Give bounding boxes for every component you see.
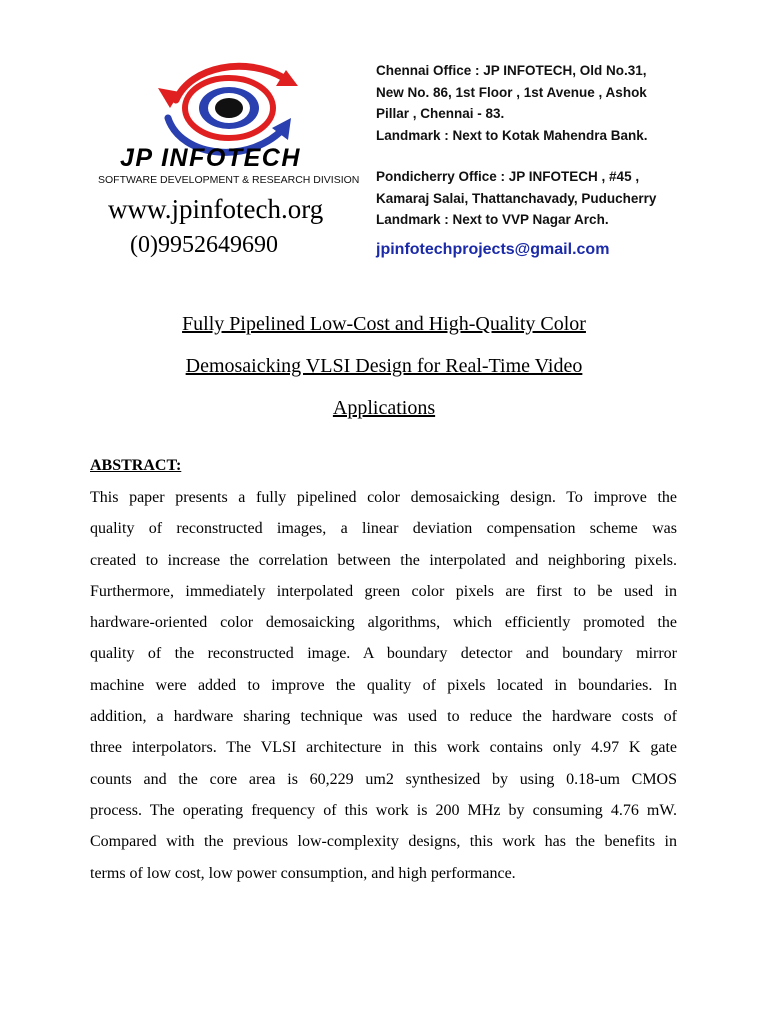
abstract-line: three interpolators. The VLSI architecture in this work contains only 4.97 K gate — [90, 739, 677, 757]
abstract-line: created to increase the correlation between the interpolated and neighboring pixels. — [90, 551, 677, 569]
chennai-office-address — [376, 60, 648, 146]
division-tagline: SOFTWARE DEVELOPMENT & RESEARCH DIVISION — [98, 174, 360, 186]
abstract-line: This paper presents a fully pipelined color demosaicking design. To improve the — [90, 489, 677, 506]
abstract-line: terms of low cost, low power consumption, and high performance. — [90, 864, 516, 882]
email-address: jpinfotechprojects@gmail.com — [376, 241, 610, 258]
abstract-heading: ABSTRACT: — [90, 457, 182, 474]
header-banner — [88, 48, 682, 276]
title-line: Applications — [332, 397, 436, 419]
address-line: Pillar , Chennai - 83. — [376, 106, 505, 121]
address-line: New No. 86, 1st Floor , 1st Avenue , Ashok — [376, 84, 647, 100]
abstract-line: quality of reconstructed images, a linear deviation compensation scheme was — [90, 520, 677, 538]
abstract-line: process. The operating frequency of this work is 200 MHz by consuming 4.76 mW. — [90, 801, 677, 819]
website-text: www.jpinfotech.org — [108, 194, 324, 224]
address-line: Landmark : Next to Kotak Mahendra Bank. — [376, 127, 648, 143]
abstract-line: machine were added to improve the quality of pixels located in boundaries. In — [90, 676, 677, 694]
abstract-line: counts and the core area is 60,229 um2 synthesized by using 0.18-um CMOS — [90, 770, 677, 788]
paper-title — [100, 303, 668, 429]
pondicherry-office-address — [376, 166, 656, 231]
abstract-line: Furthermore, immediately interpolated green color pixels are first to be used in — [90, 582, 677, 600]
abstract-line: addition, a hardware sharing technique was used to reduce the hardware costs of — [90, 708, 677, 726]
company-name: JP INFOTECH — [120, 144, 301, 172]
address-line: Pondicherry Office : JP INFOTECH , #45 , — [376, 169, 640, 184]
phone-number: (0)9952649690 — [130, 232, 278, 258]
abstract-line: quality of the reconstructed image. A boundary detector and boundary mirror — [90, 645, 677, 663]
title-line: Demosaicking VLSI Design for Real-Time Video — [185, 355, 583, 377]
address-line: Kamaraj Salai, Thattanchavady, Puducherry — [376, 190, 657, 206]
title-line: Fully Pipelined Low-Cost and High-Quality Color — [182, 313, 586, 335]
abstract-line: Compared with the previous low-complexity designs, this work has the benefits in — [90, 833, 677, 851]
address-line: Chennai Office : JP INFOTECH, Old No.31, — [376, 63, 647, 78]
address-line: Landmark : Next to VVP Nagar Arch. — [376, 212, 609, 227]
abstract-line: hardware-oriented color demosaicking algorithms, which efficiently promoted the — [90, 614, 677, 632]
abstract-body — [90, 482, 677, 889]
